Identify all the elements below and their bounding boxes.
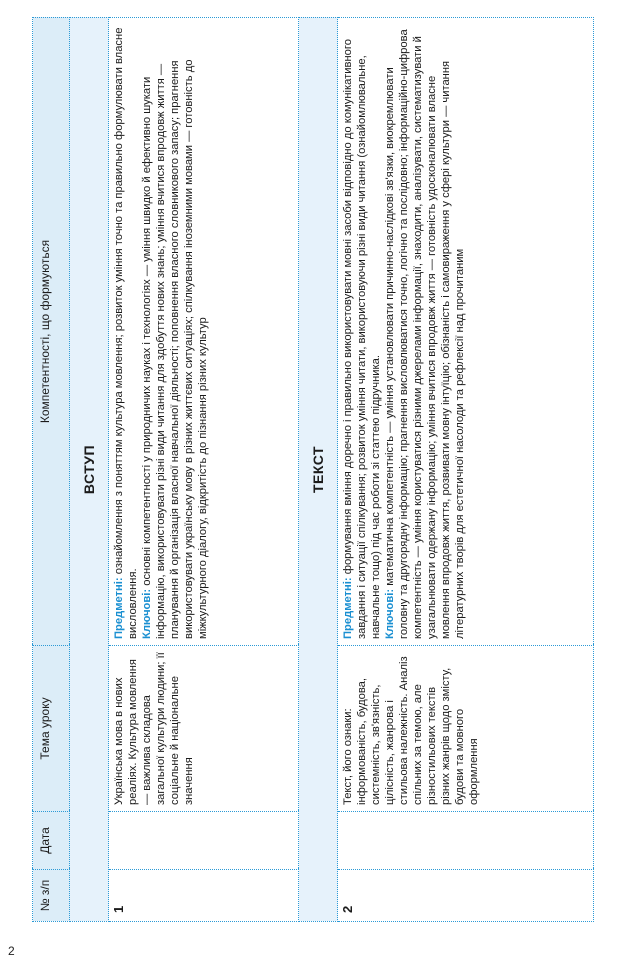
key-label: Ключові: <box>384 588 396 639</box>
table-row <box>109 18 299 922</box>
header-competencies: Компетентності, що формуються <box>33 18 70 646</box>
rotated-table-wrapper <box>32 18 606 922</box>
header-num: № з/п <box>33 870 70 922</box>
lesson-topic: Текст, його ознаки: інформованість, будова, системність, зв'язність, цілісність, жанрова і стильова належність. Аналіз спільних за темою, але різностильових текстів різних жанрів щодо змісту, будови та мовного оформлення <box>338 646 594 812</box>
subject-text: формування вміння доречно і правильно використовувати мовні засоби відповідно до комунікативного завдання і ситуації спілкування; розвиток уміння читати, використовуючи різні види читання (ознайомлювальне, навчальне тощо) під час роботи зі статтею підручника. <box>342 39 382 639</box>
key-competencies <box>140 24 210 639</box>
subject-label: Предметні: <box>342 577 354 639</box>
lesson-date <box>338 812 594 870</box>
subject-competencies <box>112 24 140 639</box>
section-title: ВСТУП <box>70 18 109 922</box>
section-row-text <box>299 18 338 922</box>
key-label: Ключові: <box>141 588 153 639</box>
key-text: математична компетентність — уміння установлювати причинно-наслідкові зв'язки, виокремлювати головну та другорядну інформацію; прагнення висловлюватися точно, логічно та послідовно; інформаційно-цифрова компетентність — уміння користуватися різними джерелами інформації, знаходити, аналізувати, систематизувати й узагальнювати одержану інформацію; уміння вчитися впродовж життя — готовність удосконалювати власне мовлення впродовж життя, розвивати мовну інтуїцію; обізнаність і самовираження у сфері культури — читання літературних творів для естетичної насолоди та рефлексії над прочитаним <box>384 29 466 639</box>
subject-text: ознайомлення з поняттям культура мовлення; розвиток уміння точно та правильно формулювати власне висловлення. <box>113 27 139 639</box>
lesson-number: 2 <box>338 870 594 922</box>
table-header-row <box>33 18 70 922</box>
key-text: основні компетентності у природничих науках і технологіях — уміння швидко й ефективно шукати інформацію, використовувати різні види читання для здобуття нових знань; уміння вчитися впродовж життя — планування й організація власної навчальної діяльності; поповнення власного словникового запасу; прагнення використовувати українську мову в різних життєвих ситуаціях; спілкування іноземними мовами — готовність до міжкультурного діалогу, відкритість до пізнання різних культур <box>141 59 209 639</box>
section-title: ТЕКСТ <box>299 18 338 922</box>
subject-competencies <box>341 24 383 639</box>
section-row-intro <box>70 18 109 922</box>
page-number: 2 <box>8 944 15 958</box>
lesson-number: 1 <box>109 870 299 922</box>
key-competencies <box>383 24 467 639</box>
header-topic: Тема уроку <box>33 646 70 812</box>
subject-label: Предметні: <box>113 577 125 639</box>
table-row <box>338 18 594 922</box>
lesson-competencies <box>338 18 594 646</box>
header-date: Дата <box>33 812 70 870</box>
lesson-competencies <box>109 18 299 646</box>
lesson-date <box>109 812 299 870</box>
lesson-topic: Українська мова в нових реаліях. Культура мовлення — важлива складова загальної культури людини; її соціальне й національне значення <box>109 646 299 812</box>
lesson-plan-table <box>32 17 594 922</box>
